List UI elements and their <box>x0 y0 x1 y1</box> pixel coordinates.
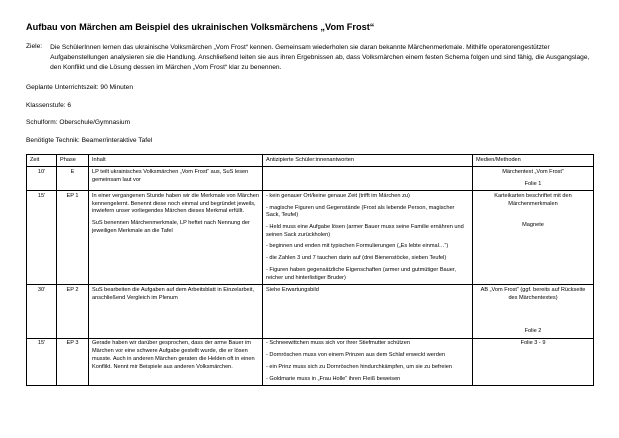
table-header-row <box>27 155 594 167</box>
medien-item: Märchentext „Vom Frost“ <box>502 168 564 175</box>
table-row <box>27 167 594 191</box>
antwort-item: - kein genauer Ort/keine genaue Zeit (trifft im Märchen zu) <box>266 192 410 199</box>
medien-item: Magnete <box>522 222 544 229</box>
column-header-medien: Medien/Methoden <box>473 155 594 167</box>
table-row <box>27 285 594 339</box>
medien-item: Folie 3 - 9 <box>520 340 546 347</box>
cell-inhalt <box>89 338 263 385</box>
cell-medien <box>473 191 594 285</box>
cell-medien <box>473 338 594 385</box>
page-title: Aufbau von Märchen am Beispiel des ukrainischen Volksmärchens „Vom Frost“ <box>26 22 375 32</box>
cell-zeit: 15' <box>27 191 57 285</box>
inhalt-paragraph: SuS bearbeiten die Aufgaben auf dem Arbeitsblatt in Einzelarbeit, anschließend Vergleich im Plenum <box>92 286 255 301</box>
spacer <box>476 212 590 222</box>
cell-zeit: 30' <box>27 285 57 339</box>
antwort-item: - beginnen und enden mit typischen Formulierungen („Es lebte einmal…“) <box>266 243 449 250</box>
column-header-phase: Phase <box>57 155 89 167</box>
cell-phase: EP 2 <box>57 285 89 339</box>
lesson-plan-table <box>26 154 594 386</box>
inhalt-paragraph: In einer vergangenen Stunde haben wir die Merkmale von Märchen kennengelernt. Benennt diese noch einmal und begründet jeweils, inwiefern unser vorliegendes Märchen dieses Merkmal erfüllt. <box>92 192 259 215</box>
medien-item: AB „Vom Frost“ (ggf. bereits auf Rückseite des Märchentextes) <box>480 286 586 301</box>
cell-inhalt <box>89 167 263 191</box>
inhalt-paragraph: LP teilt ukrainisches Volksmärchen „Vom Frost“ aus, SuS lesen gemeinsam laut vor <box>92 168 249 183</box>
goals-block <box>26 43 593 74</box>
medien-item: Folie 2 <box>524 328 542 335</box>
inhalt-paragraph: SuS benennen Märchenmerkmale, LP heftet nach Nennung der jeweiligen Merkmale an die Tafel <box>92 219 250 234</box>
cell-medien <box>473 285 594 339</box>
column-header-inhalt: Inhalt <box>89 155 263 167</box>
column-header-zeit: Zeit <box>27 155 57 167</box>
table-row <box>27 191 594 285</box>
antwort-item: - Schneewittchen muss sich vor ihrer Stiefmutter schützen <box>266 340 410 347</box>
meta-schulform: Schulform: Oberschule/Gymnasium <box>26 119 131 127</box>
antwort-item: - Figuren haben gegensätzliche Eigenschaften (armer und gutmütiger Bauer, reicher und hinterlistiger Bruder) <box>266 266 456 281</box>
cell-phase: EP 1 <box>57 191 89 285</box>
column-header-antworten: Antizipierte Schüler:innenantworten <box>263 155 473 167</box>
medien-item: Folie 1 <box>524 180 542 187</box>
goals-label: Ziele: <box>26 42 43 50</box>
table-row <box>27 338 594 385</box>
cell-medien <box>473 167 594 191</box>
cell-antworten <box>263 338 473 385</box>
meta-klassenstufe: Klassenstufe: 6 <box>26 101 72 109</box>
meta-technik: Benötigte Technik: Beamer/interaktive Tafel <box>26 137 153 145</box>
cell-inhalt <box>89 191 263 285</box>
antwort-item: - Goldmarie muss in „Frau Holle“ ihren Fleiß beweisen <box>266 375 401 382</box>
cell-inhalt <box>89 285 263 339</box>
cell-phase: E <box>57 167 89 191</box>
antwort-item: - magische Figuren und Gegenstände (Frost als lebende Person, magischer Sack, Teufel) <box>266 204 455 219</box>
inhalt-paragraph: Gerade haben wir darüber gesprochen, dass der arme Bauer im Märchen vor eine schwere Aufgabe gestellt wurde, die er lösen musste. Auch in anderen Märchen geraten die Helden oft in einen Konflikt. Nennt mir Beispiele aus anderen Volksmärchen. <box>92 340 255 370</box>
cell-zeit: 15' <box>27 338 57 385</box>
antwort-item: - die Zahlen 3 und 7 tauchen darin auf (drei Bienenstöcke, sieben Teufel) <box>266 255 447 262</box>
antwort-item: - ein Prinz muss sich zu Dornröschen hindurchkämpfen, um sie zu befreien <box>266 363 452 370</box>
medien-item: Karteikarten beschriftet mit den Märchenmerkmalen <box>494 192 572 207</box>
meta-unterrichtszeit: Geplante Unterrichtszeit: 90 Minuten <box>26 83 134 91</box>
goals-text: Die SchülerInnen lernen das ukrainische Volksmärchen „Vom Frost“ kennen. Gemeinsam wiederholen sie daran bekannte Märchenmerkmale. Mithilfe operatorengestützter Aufgabenstellungen analysieren sie die Handlung. Anschließend leiten sie aus ihren Ergebnissen ab, dass Volksmärchen einem festen Schema folgen und sind fähig, die Ausgangslage, den Konflikt und die Lösung dessen im Märchen „Vom Frost“ klar zu benennen. <box>50 43 590 72</box>
cell-antworten <box>263 191 473 285</box>
cell-zeit: 10' <box>27 167 57 191</box>
cell-antworten <box>263 285 473 339</box>
cell-antworten <box>263 167 473 191</box>
antwort-item: - Held muss eine Aufgabe lösen (armer Bauer muss seine Familie ernähren und seinen Sack zurückholen) <box>266 223 464 238</box>
spacer <box>476 306 590 328</box>
cell-phase: EP 3 <box>57 338 89 385</box>
antwort-item: - Dornröschen muss von einem Prinzen aus dem Schlaf erweckt werden <box>266 352 446 359</box>
antwort-item: Siehe Erwartungsbild <box>266 286 319 293</box>
